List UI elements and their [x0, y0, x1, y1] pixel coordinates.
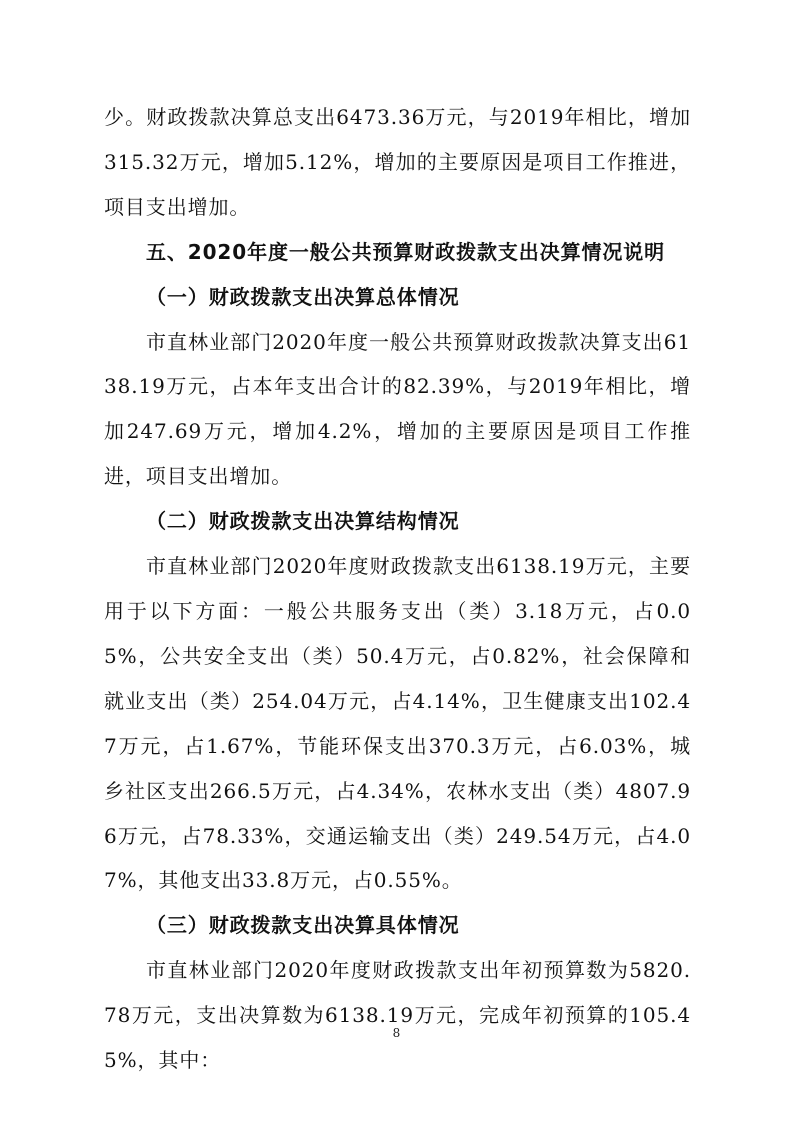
paragraph-continuation: 少。财政拨款决算总支出6473.36万元，与2019年相比，增加315.32万元，增加5.12%，增加的主要原因是项目工作推进，项目支出增加。: [104, 105, 691, 219]
subsection-heading-structure: （二）财政拨款支出决算结构情况: [146, 509, 460, 534]
section-heading-five: 五、2020年度一般公共预算财政拨款支出决算情况说明: [146, 239, 666, 264]
document-body: [104, 95, 691, 1083]
subsection-heading-details: （三）财政拨款支出决算具体情况: [146, 913, 460, 938]
paragraph-overall: 市直林业部门2020年度一般公共预算财政拨款决算支出6138.19万元，占本年支出合计的82.39%，与2019年相比，增加247.69万元，增加4.2%，增加的主要原因是项目工作推进，项目支出增加。: [104, 329, 691, 489]
page-number: 8: [392, 1026, 401, 1040]
paragraph-details: 市直林业部门2020年度财政拨款支出年初预算数为5820.78万元，支出决算数为6138.19万元，完成年初预算的105.45%，其中：: [104, 958, 691, 1073]
subsection-heading-overall: （一）财政拨款支出决算总体情况: [146, 284, 460, 309]
paragraph-structure: 市直林业部门2020年度财政拨款支出6138.19万元，主要用于以下方面：一般公共服务支出（类）3.18万元，占0.05%，公共安全支出（类）50.4万元，占0.82%，社会保障和就业支出（类）254.04万元，占4.14%，卫生健康支出102.47万元，占1.67%，节能环保支出370.3万元，占6.03%，城乡社区支出266.5万元，占4.34%，农林水支出（类）4807.96万元，占78.33%，交通运输支出（类）249.54万元，占4.07%，其他支出33.8万元，占0.55%。: [104, 554, 691, 893]
